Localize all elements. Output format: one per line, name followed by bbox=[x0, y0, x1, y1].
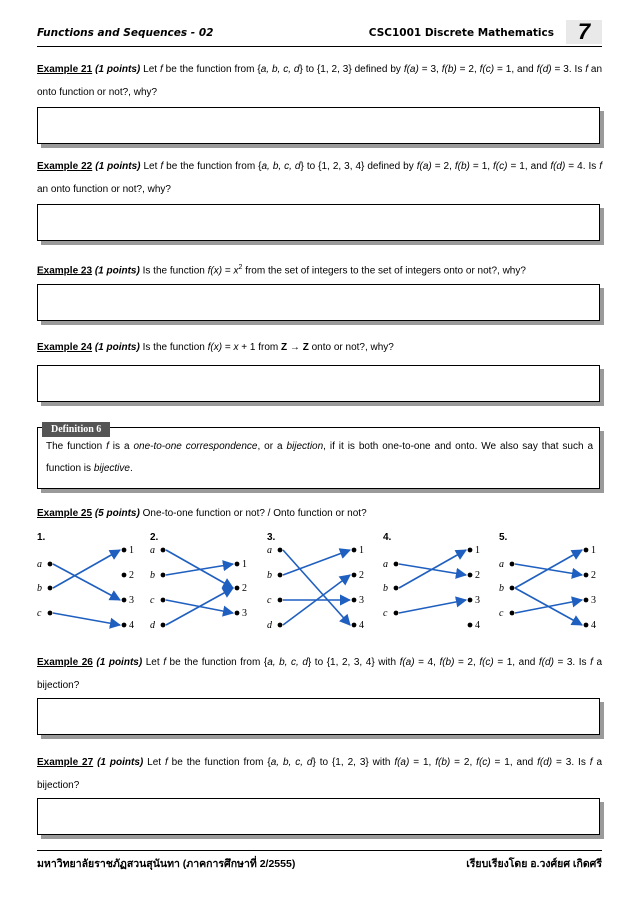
text: a bijection? bbox=[37, 757, 603, 791]
example-label: Example 22 bbox=[37, 161, 93, 172]
text: = 3, bbox=[418, 64, 442, 75]
domain-label: c bbox=[267, 595, 272, 606]
example-label: Example 21 bbox=[37, 64, 93, 75]
codomain-node bbox=[584, 598, 589, 603]
text-italic: f(b) bbox=[435, 757, 451, 768]
codomain-node bbox=[468, 573, 473, 578]
text: } to {1, 2, 3} defined by bbox=[299, 64, 404, 75]
text: The function bbox=[46, 441, 107, 452]
domain-label: d bbox=[150, 620, 155, 631]
footer-divider bbox=[37, 850, 602, 851]
text: = 2, bbox=[431, 161, 455, 172]
codomain-label: 3 bbox=[359, 595, 364, 606]
diagram-number: 5. bbox=[499, 532, 508, 543]
codomain-label: 3 bbox=[242, 608, 247, 619]
domain-label: c bbox=[499, 608, 504, 619]
text: Let bbox=[140, 64, 160, 75]
text-italic: f bbox=[589, 757, 593, 768]
example-27 bbox=[37, 751, 602, 797]
text-italic: f(a) bbox=[416, 161, 432, 172]
example-label: Example 26 bbox=[37, 657, 93, 668]
text-italic: a, b, c, d bbox=[270, 757, 313, 768]
example-label: Example 23 bbox=[37, 265, 93, 277]
domain-node bbox=[161, 598, 166, 603]
domain-label: c bbox=[383, 608, 388, 619]
text: = 1, and bbox=[507, 161, 551, 172]
codomain-label: 1 bbox=[242, 559, 247, 570]
header-chapter-title: Functions and Sequences - 02 bbox=[37, 27, 214, 39]
codomain-label: 4 bbox=[591, 620, 596, 631]
mapping-arrow bbox=[399, 550, 466, 588]
example-24 bbox=[37, 336, 602, 359]
text: = 4, bbox=[414, 657, 440, 668]
text: Is the function bbox=[139, 342, 208, 353]
text: } to {1, 2, 3, 4} with bbox=[307, 657, 400, 668]
text: , if it is both one-to-one and onto. We also say that such a function is bbox=[46, 441, 594, 474]
mapping-diagrams-svg bbox=[37, 530, 602, 640]
text: = 1, and bbox=[494, 64, 537, 75]
text-italic: f(c) bbox=[479, 64, 495, 75]
definition-6-box bbox=[37, 424, 600, 489]
text-italic: f(a) bbox=[403, 64, 419, 75]
codomain-node bbox=[468, 598, 473, 603]
codomain-label: 1 bbox=[359, 545, 364, 556]
diagram-number: 2. bbox=[150, 532, 159, 543]
arrow-icon: → bbox=[287, 342, 303, 353]
domain-label: b bbox=[150, 570, 155, 581]
text: Let bbox=[143, 757, 165, 768]
domain-node bbox=[278, 573, 283, 578]
text-italic: f bbox=[585, 64, 589, 75]
text-italic: f(c) bbox=[493, 161, 508, 172]
domain-node bbox=[48, 586, 53, 591]
text: = 2, bbox=[450, 757, 477, 768]
text-italic: f(d) bbox=[536, 64, 552, 75]
codomain-label: 1 bbox=[475, 545, 480, 556]
footer-university: มหาวิทยาลัยราชภัฏสวนสุนันทา (ภาคการศึกษาที่ 2/2555) bbox=[37, 858, 296, 870]
answer-box-26[interactable] bbox=[37, 698, 600, 735]
header-course-title: CSC1001 Discrete Mathematics bbox=[368, 27, 554, 39]
answer-box-22[interactable] bbox=[37, 204, 600, 241]
codomain-node bbox=[122, 598, 127, 603]
text-italic: f(a) bbox=[394, 757, 410, 768]
domain-node bbox=[161, 573, 166, 578]
mapping-arrow bbox=[515, 600, 582, 613]
mapping-arrow bbox=[53, 613, 120, 625]
example-26 bbox=[37, 651, 602, 697]
text: an onto function or not?, why? bbox=[37, 184, 171, 195]
text-italic: f(c) bbox=[479, 657, 494, 668]
example-points: (1 points) bbox=[94, 342, 140, 353]
codomain-label: 4 bbox=[475, 620, 480, 631]
domain-node bbox=[394, 586, 399, 591]
text: = 2, bbox=[456, 64, 480, 75]
answer-box-23[interactable] bbox=[37, 284, 600, 321]
text: = bbox=[222, 342, 234, 353]
page-number: 7 bbox=[566, 20, 602, 44]
text: One-to-one function or not? / Onto function or not? bbox=[139, 508, 367, 519]
domain-node bbox=[161, 623, 166, 628]
text: from the set of integers to the set of integers onto or not?, why? bbox=[242, 265, 526, 277]
text-italic: f(d) bbox=[538, 657, 554, 668]
text-italic: x bbox=[233, 265, 239, 277]
codomain-label: 4 bbox=[359, 620, 364, 631]
text: } to {1, 2, 3} with bbox=[312, 757, 395, 768]
codomain-node bbox=[468, 623, 473, 628]
text: = 1, bbox=[409, 757, 436, 768]
domain-label: b bbox=[499, 583, 504, 594]
text-italic: f bbox=[599, 161, 603, 172]
text-italic: f(d) bbox=[550, 161, 566, 172]
text: Is the function bbox=[139, 265, 208, 277]
text-italic: one-to-one correspondence bbox=[133, 441, 258, 452]
codomain-node bbox=[468, 548, 473, 553]
answer-box-27[interactable] bbox=[37, 798, 600, 835]
domain-label: a bbox=[37, 559, 42, 570]
text-italic: f bbox=[590, 657, 593, 668]
domain-node bbox=[394, 562, 399, 567]
text-italic: f(b) bbox=[441, 64, 457, 75]
text-italic: f bbox=[160, 161, 164, 172]
codomain-node bbox=[235, 586, 240, 591]
text-italic: f(x) bbox=[207, 265, 223, 277]
mapping-arrow bbox=[399, 600, 466, 613]
text: = bbox=[222, 265, 234, 277]
example-points: (1 points) bbox=[97, 757, 144, 768]
domain-node bbox=[278, 598, 283, 603]
mapping-arrow bbox=[283, 550, 350, 625]
codomain-node bbox=[352, 623, 357, 628]
domain-label: c bbox=[37, 608, 42, 619]
domain-label: c bbox=[150, 595, 155, 606]
footer-author: เรียบเรียงโดย อ.วงศ์ยศ เกิดศรี bbox=[466, 858, 602, 870]
text-italic: f(c) bbox=[476, 757, 491, 768]
text-italic: f bbox=[159, 64, 163, 75]
text: = 1, and bbox=[493, 657, 539, 668]
domain-node bbox=[48, 562, 53, 567]
text: an onto function or not?, why? bbox=[37, 64, 603, 98]
text: be the function from { bbox=[162, 64, 261, 75]
example-22 bbox=[37, 155, 602, 201]
exponent: 2 bbox=[238, 264, 243, 271]
text: = 1, and bbox=[490, 757, 538, 768]
definition-text bbox=[46, 436, 593, 480]
codomain-label: 2 bbox=[129, 570, 134, 581]
mapping-diagrams bbox=[37, 530, 602, 640]
text-italic: f bbox=[163, 657, 166, 668]
header-divider bbox=[37, 46, 602, 47]
domain-node bbox=[278, 548, 283, 553]
domain-label: a bbox=[267, 545, 272, 556]
codomain-label: 2 bbox=[475, 570, 480, 581]
example-21 bbox=[37, 58, 602, 104]
codomain-node bbox=[584, 573, 589, 578]
codomain-node bbox=[122, 623, 127, 628]
example-25 bbox=[37, 502, 602, 525]
integers-symbol: Z bbox=[302, 342, 309, 353]
example-23 bbox=[37, 256, 602, 282]
domain-label: d bbox=[267, 620, 272, 631]
text: Let bbox=[142, 657, 164, 668]
domain-node bbox=[394, 611, 399, 616]
domain-node bbox=[510, 586, 515, 591]
text-italic: bijection bbox=[286, 441, 324, 452]
text-italic: f(d) bbox=[537, 757, 553, 768]
text: Let bbox=[140, 161, 161, 172]
codomain-label: 2 bbox=[591, 570, 596, 581]
codomain-label: 4 bbox=[129, 620, 134, 631]
text: be the function from { bbox=[163, 161, 262, 172]
text: = 3. Is bbox=[552, 757, 590, 768]
integers-symbol: Z bbox=[281, 342, 288, 353]
diagram-number: 4. bbox=[383, 532, 392, 543]
text: . bbox=[129, 463, 133, 474]
diagram-number: 1. bbox=[37, 532, 46, 543]
codomain-node bbox=[122, 573, 127, 578]
text: + 1 from bbox=[238, 342, 282, 353]
mapping-arrow bbox=[166, 588, 233, 625]
page-header bbox=[37, 19, 602, 46]
text: = 4. Is bbox=[565, 161, 600, 172]
text-italic: f(b) bbox=[439, 657, 455, 668]
diagram-number: 3. bbox=[267, 532, 276, 543]
mapping-arrow bbox=[166, 564, 233, 575]
text-italic: f(x) bbox=[207, 342, 223, 353]
example-points: (5 points) bbox=[94, 508, 140, 519]
domain-label: b bbox=[383, 583, 388, 594]
answer-box-24[interactable] bbox=[37, 365, 600, 402]
codomain-node bbox=[352, 598, 357, 603]
text: = 3. Is bbox=[551, 64, 586, 75]
example-label: Example 25 bbox=[37, 508, 93, 519]
domain-label: a bbox=[383, 559, 388, 570]
text: is a bbox=[108, 441, 134, 452]
codomain-label: 2 bbox=[242, 583, 247, 594]
text: be the function from { bbox=[167, 757, 271, 768]
example-label: Example 27 bbox=[37, 757, 94, 768]
domain-node bbox=[510, 611, 515, 616]
text: a bijection? bbox=[37, 657, 603, 691]
codomain-label: 2 bbox=[359, 570, 364, 581]
codomain-node bbox=[584, 623, 589, 628]
domain-label: b bbox=[267, 570, 272, 581]
text: , or a bbox=[257, 441, 287, 452]
codomain-node bbox=[235, 562, 240, 567]
domain-label: a bbox=[499, 559, 504, 570]
example-label: Example 24 bbox=[37, 342, 93, 353]
codomain-label: 3 bbox=[129, 595, 134, 606]
example-points: (1 points) bbox=[94, 265, 140, 277]
codomain-label: 1 bbox=[129, 545, 134, 556]
codomain-label: 3 bbox=[591, 595, 596, 606]
codomain-node bbox=[352, 573, 357, 578]
text-italic: bijective bbox=[93, 463, 130, 474]
domain-label: a bbox=[150, 545, 155, 556]
domain-node bbox=[48, 611, 53, 616]
example-points: (1 points) bbox=[95, 161, 141, 172]
text-italic: x bbox=[233, 342, 239, 353]
text: be the function from { bbox=[165, 657, 268, 668]
codomain-label: 3 bbox=[475, 595, 480, 606]
codomain-node bbox=[235, 611, 240, 616]
text: onto or not?, why? bbox=[308, 342, 394, 353]
text: } to {1, 2, 3, 4} defined by bbox=[300, 161, 417, 172]
text: = 2, bbox=[454, 657, 480, 668]
example-points: (1 points) bbox=[96, 657, 143, 668]
codomain-node bbox=[122, 548, 127, 553]
text-italic: a, b, c, d bbox=[267, 657, 308, 668]
text-italic: a, b, c, d bbox=[261, 161, 301, 172]
text-italic: f(a) bbox=[399, 657, 415, 668]
text-italic: a, b, c, d bbox=[260, 64, 300, 75]
text: = 3. Is bbox=[553, 657, 591, 668]
domain-node bbox=[278, 623, 283, 628]
codomain-node bbox=[352, 548, 357, 553]
text-italic: f bbox=[106, 441, 109, 452]
domain-node bbox=[510, 562, 515, 567]
definition-tab: Definition 6 bbox=[42, 422, 110, 437]
codomain-label: 1 bbox=[591, 545, 596, 556]
text-italic: f(b) bbox=[454, 161, 470, 172]
mapping-arrow bbox=[283, 550, 350, 575]
mapping-arrow bbox=[515, 550, 582, 588]
text: = 1, bbox=[469, 161, 494, 172]
example-points: (1 points) bbox=[95, 64, 141, 75]
text-italic: f bbox=[164, 757, 168, 768]
answer-box-21[interactable] bbox=[37, 107, 600, 144]
domain-node bbox=[161, 548, 166, 553]
codomain-node bbox=[584, 548, 589, 553]
domain-label: b bbox=[37, 583, 42, 594]
